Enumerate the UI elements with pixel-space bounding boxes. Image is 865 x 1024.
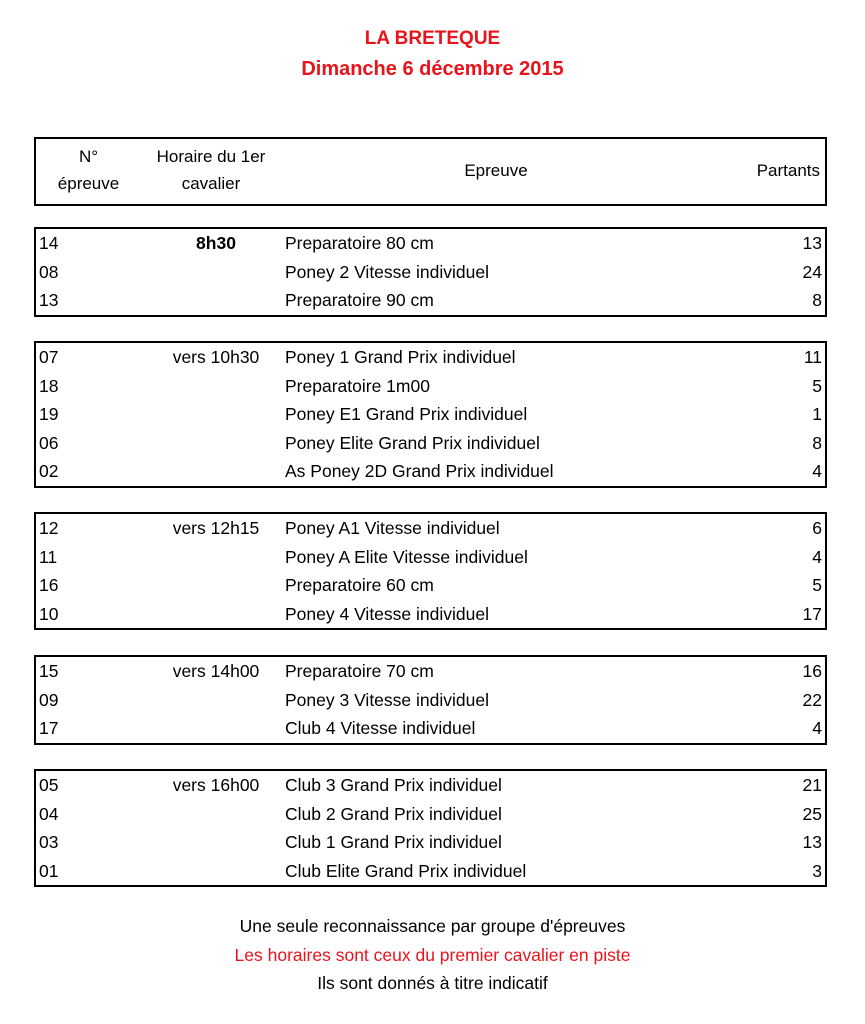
event-name: Preparatoire 60 cm — [285, 575, 434, 595]
participant-count: 24 — [802, 261, 822, 282]
footer-note-1: Une seule reconnaissance par groupe d'épreuves — [239, 916, 626, 936]
page-title: LA BRETEQUE — [364, 28, 501, 49]
header-time-line1: Horaire du 1er — [156, 147, 266, 166]
event-name: Poney 4 Vitesse individuel — [285, 603, 489, 624]
event-name: Club 4 Vitesse individuel — [285, 718, 476, 738]
event-number: 05 — [39, 775, 59, 795]
participant-count: 3 — [812, 860, 822, 881]
schedule-group — [34, 512, 827, 630]
event-number: 19 — [39, 404, 59, 424]
table-row — [36, 343, 825, 372]
table-row — [36, 771, 825, 800]
event-name: Club Elite Grand Prix individuel — [285, 860, 527, 881]
table-row — [36, 429, 825, 458]
header-time-line2: cavalier — [181, 174, 241, 193]
table-row — [36, 800, 825, 829]
participant-count: 16 — [802, 661, 822, 681]
schedule-group — [34, 227, 827, 317]
table-row — [36, 514, 825, 543]
event-name: Poney Elite Grand Prix individuel — [285, 432, 540, 453]
header-number — [36, 143, 141, 197]
participant-count: 5 — [812, 575, 822, 595]
participant-count: 8 — [812, 290, 822, 310]
event-number: 07 — [39, 347, 59, 367]
schedule-group — [34, 769, 827, 887]
event-name: Poney A Elite Vitesse individuel — [285, 546, 528, 567]
event-number: 16 — [39, 575, 59, 595]
table-row — [36, 286, 825, 315]
event-name: Poney 1 Grand Prix individuel — [285, 347, 516, 367]
participant-count: 5 — [812, 375, 822, 396]
table-row — [36, 714, 825, 743]
event-number: 03 — [39, 832, 59, 852]
table-row — [36, 400, 825, 429]
participant-count: 25 — [802, 803, 822, 824]
event-number: 18 — [39, 375, 59, 396]
header-event: Epreuve — [464, 161, 528, 180]
header-count: Partants — [756, 161, 820, 180]
event-number: 14 — [39, 233, 59, 253]
event-number: 17 — [39, 718, 59, 738]
start-time: vers 14h00 — [172, 661, 260, 681]
participant-count: 8 — [812, 432, 822, 453]
participant-count: 11 — [803, 347, 822, 367]
event-name: Preparatoire 90 cm — [285, 290, 434, 310]
page-subtitle: Dimanche 6 décembre 2015 — [301, 58, 564, 80]
participant-count: 4 — [812, 546, 822, 567]
event-number: 11 — [39, 546, 58, 567]
header-time — [141, 143, 281, 197]
event-number: 04 — [39, 803, 59, 824]
table-row — [36, 657, 825, 686]
start-time: 8h30 — [196, 233, 236, 253]
table-row — [36, 686, 825, 715]
start-time: vers 16h00 — [172, 775, 260, 795]
event-number: 09 — [39, 689, 59, 710]
table-row — [36, 857, 825, 886]
table-row — [36, 543, 825, 572]
event-name: Preparatoire 1m00 — [285, 375, 430, 396]
table-row — [36, 571, 825, 600]
participant-count: 1 — [812, 404, 822, 424]
table-row — [36, 828, 825, 857]
participant-count: 17 — [802, 603, 822, 624]
start-time: vers 12h15 — [172, 518, 260, 538]
participant-count: 22 — [802, 689, 822, 710]
participant-count: 4 — [812, 718, 822, 738]
event-name: Poney A1 Vitesse individuel — [285, 518, 500, 538]
footer-note-3: Ils sont donnés à titre indicatif — [317, 973, 548, 993]
header-number-line1: N° — [78, 147, 99, 166]
event-number: 15 — [39, 661, 59, 681]
schedule-group — [34, 655, 827, 745]
event-name: Poney 3 Vitesse individuel — [285, 689, 489, 710]
participant-count: 13 — [802, 233, 822, 253]
start-time: vers 10h30 — [172, 347, 260, 367]
event-name: As Poney 2D Grand Prix individuel — [285, 461, 554, 481]
event-number: 02 — [39, 461, 59, 481]
event-name: Preparatoire 70 cm — [285, 661, 434, 681]
table-header — [34, 137, 827, 206]
event-name: Club 1 Grand Prix individuel — [285, 832, 502, 852]
table-row — [36, 600, 825, 629]
table-row — [36, 457, 825, 486]
event-number: 01 — [39, 860, 59, 881]
event-number: 10 — [39, 603, 59, 624]
event-number: 06 — [39, 432, 59, 453]
event-number: 12 — [39, 518, 59, 538]
event-name: Poney 2 Vitesse individuel — [285, 261, 489, 282]
participant-count: 21 — [802, 775, 822, 795]
footer-note-2: Les horaires sont ceux du premier cavalier en piste — [234, 945, 631, 965]
table-row — [36, 372, 825, 401]
participant-count: 6 — [812, 518, 822, 538]
table-row — [36, 258, 825, 287]
event-name: Poney E1 Grand Prix individuel — [285, 404, 528, 424]
table-row — [36, 229, 825, 258]
event-name: Club 2 Grand Prix individuel — [285, 803, 502, 824]
event-name: Club 3 Grand Prix individuel — [285, 775, 502, 795]
header-number-line2: épreuve — [57, 174, 120, 193]
participant-count: 4 — [812, 461, 822, 481]
participant-count: 13 — [802, 832, 822, 852]
event-number: 13 — [39, 290, 59, 310]
event-number: 08 — [39, 261, 59, 282]
schedule-group — [34, 341, 827, 488]
event-name: Preparatoire 80 cm — [285, 233, 434, 253]
